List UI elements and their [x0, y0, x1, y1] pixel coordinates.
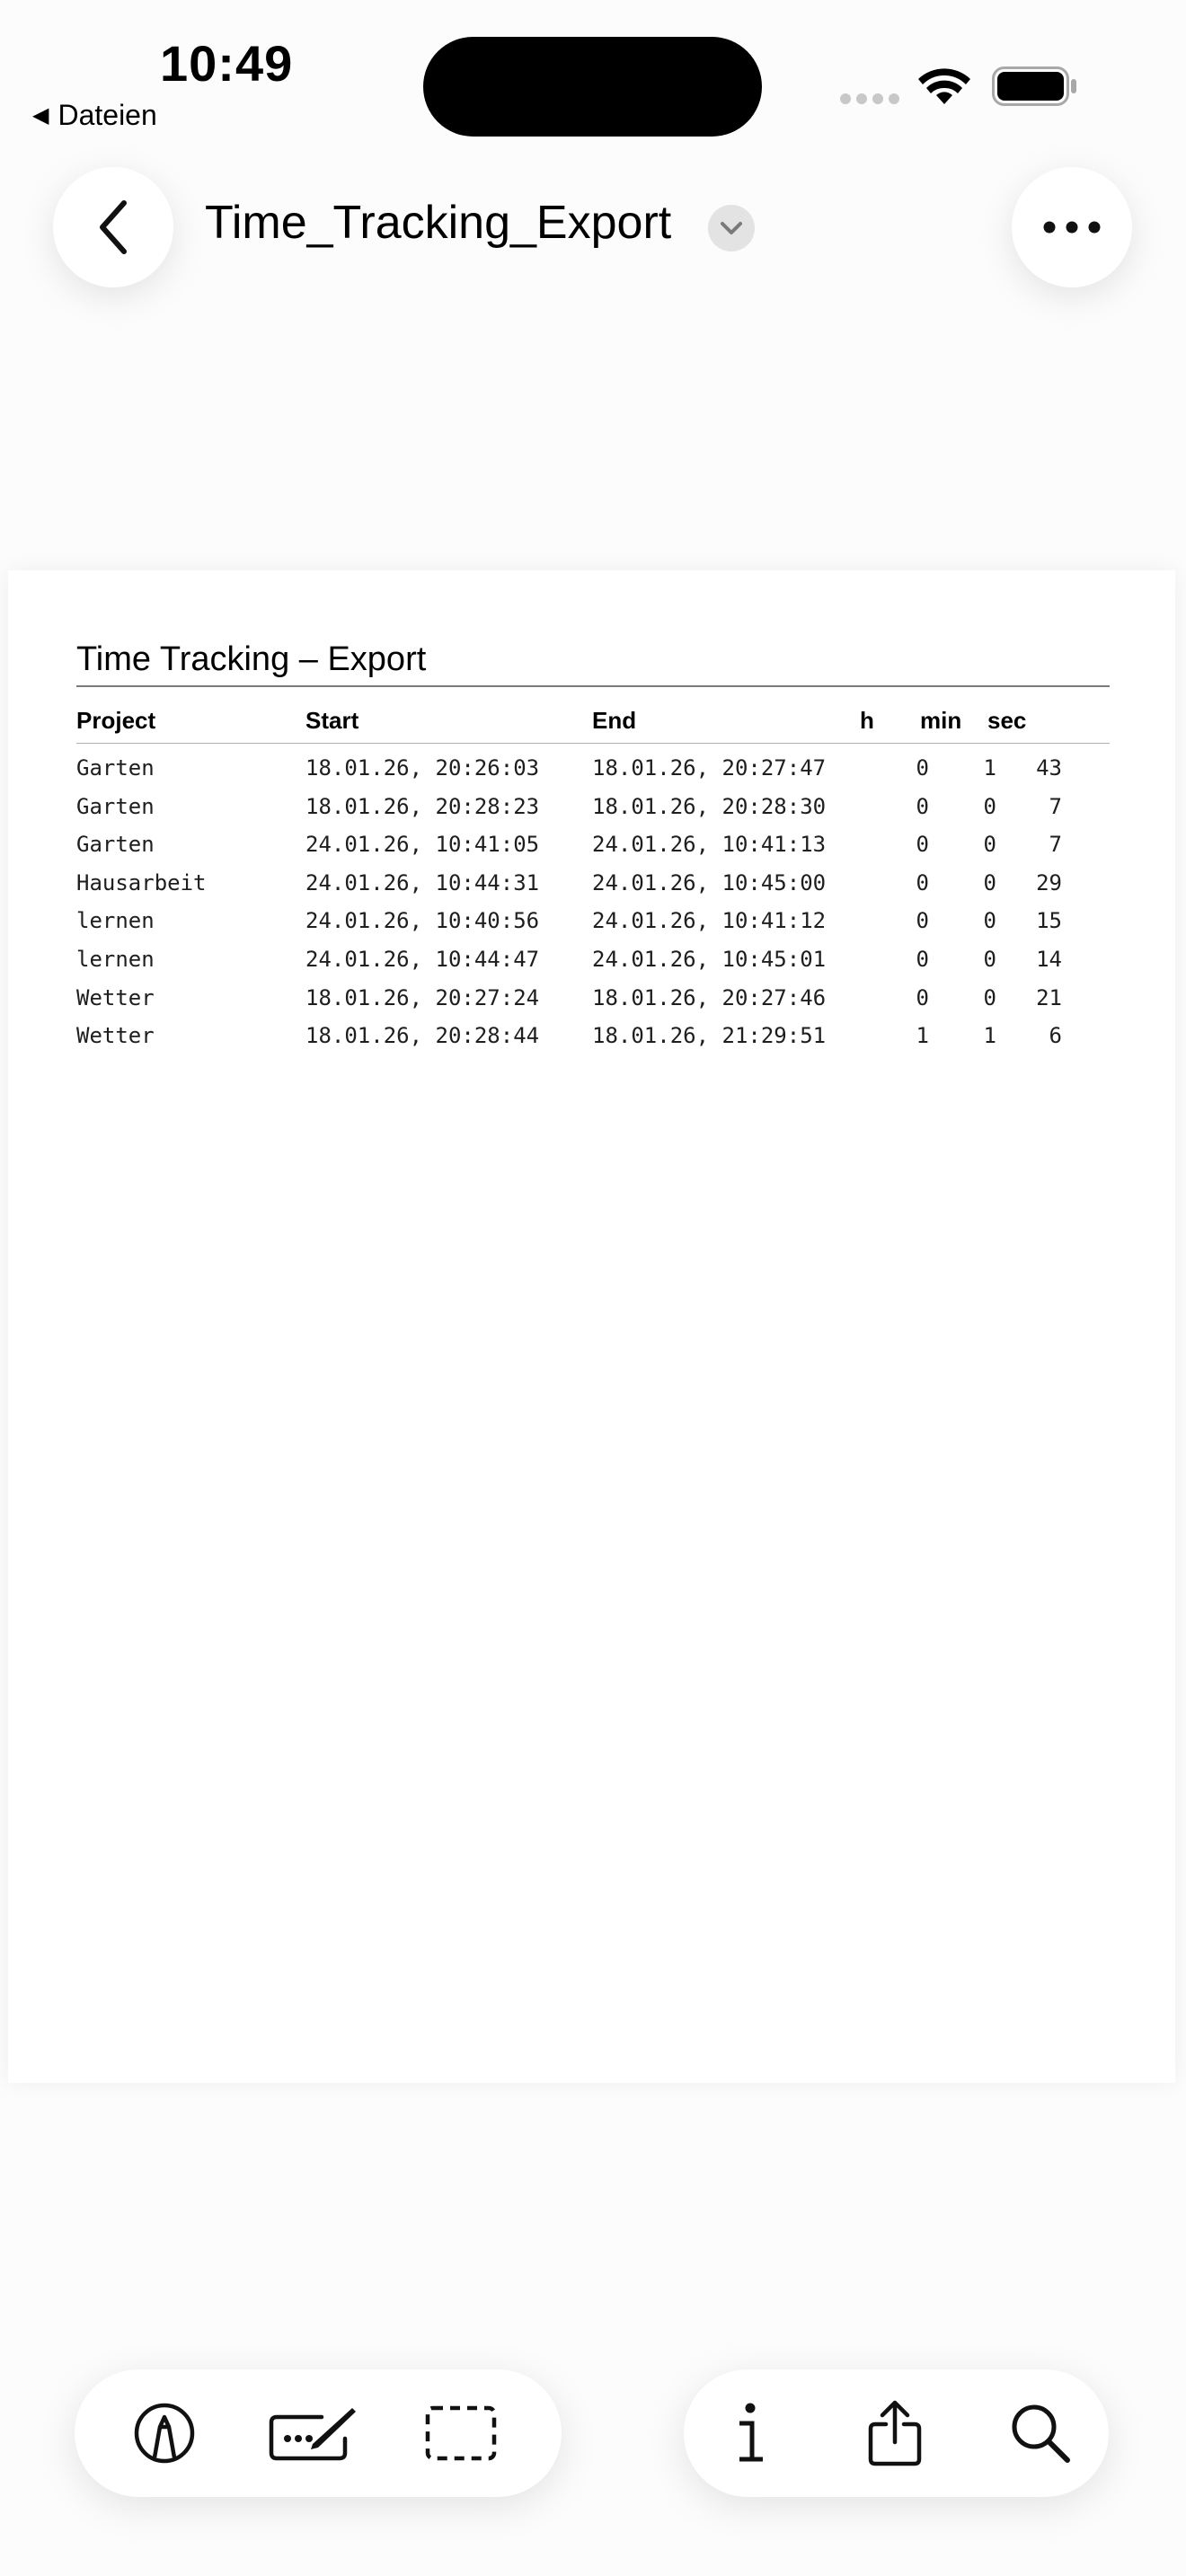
- markup-toolbar: [75, 2369, 562, 2497]
- info-button[interactable]: [696, 2369, 804, 2497]
- chevron-down-icon: [720, 221, 743, 235]
- column-header-end: End: [592, 707, 637, 734]
- cell-min: 0: [983, 869, 996, 895]
- cell-sec: 43: [1036, 755, 1062, 781]
- cell-h: 0: [916, 869, 929, 895]
- share-button[interactable]: [841, 2369, 949, 2497]
- cell-min: 1: [983, 1023, 996, 1049]
- document-page[interactable]: [8, 570, 1175, 2083]
- chevron-left-icon: [95, 199, 131, 255]
- cell-project: lernen: [76, 947, 155, 972]
- heading-divider: [76, 685, 1110, 687]
- share-icon: [866, 2399, 924, 2467]
- cell-end: 18.01.26, 20:27:47: [592, 755, 827, 781]
- cell-project: Garten: [76, 793, 155, 819]
- status-time: 10:49: [160, 35, 294, 92]
- search-icon: [1009, 2402, 1072, 2465]
- cell-end: 18.01.26, 20:28:30: [592, 793, 827, 819]
- search-button[interactable]: [987, 2369, 1094, 2497]
- doc-heading: Time Tracking – Export: [76, 640, 427, 678]
- cell-h: 0: [916, 984, 929, 1010]
- cell-start: 24.01.26, 10:41:05: [305, 832, 540, 858]
- cell-project: lernen: [76, 908, 155, 934]
- cell-project: Wetter: [76, 1023, 155, 1049]
- cell-end: 18.01.26, 21:29:51: [592, 1023, 827, 1049]
- cell-h: 0: [916, 908, 929, 934]
- header-divider: [76, 743, 1110, 744]
- back-to-app-button[interactable]: [32, 99, 157, 132]
- info-icon: [732, 2402, 768, 2465]
- selection-button[interactable]: [407, 2369, 515, 2497]
- markup-pen-icon: [133, 2402, 196, 2465]
- cell-project: Garten: [76, 832, 155, 858]
- table-row: [8, 985, 1175, 1024]
- cell-project: Hausarbeit: [76, 869, 207, 895]
- title-menu-button[interactable]: [708, 205, 755, 251]
- column-header-start: Start: [305, 707, 359, 734]
- table-row: [8, 908, 1175, 947]
- cell-start: 24.01.26, 10:40:56: [305, 908, 540, 934]
- cell-h: 0: [916, 755, 929, 781]
- document-title[interactable]: Time_Tracking_Export: [205, 197, 672, 249]
- column-header-project: Project: [76, 707, 156, 734]
- cell-min: 0: [983, 984, 996, 1010]
- dynamic-island: [423, 37, 762, 137]
- cell-project: Garten: [76, 755, 155, 781]
- table-row: [8, 832, 1175, 870]
- triangle-left-icon: ◀: [32, 103, 49, 128]
- cell-start: 18.01.26, 20:28:23: [305, 793, 540, 819]
- cell-h: 0: [916, 947, 929, 972]
- cell-project: Wetter: [76, 984, 155, 1010]
- cell-start: 24.01.26, 10:44:47: [305, 947, 540, 972]
- cell-sec: 14: [1036, 947, 1062, 972]
- table-row: [8, 794, 1175, 833]
- back-button[interactable]: [53, 167, 173, 287]
- cell-end: 24.01.26, 10:45:01: [592, 947, 827, 972]
- cell-end: 18.01.26, 20:27:46: [592, 984, 827, 1010]
- table-row: [8, 947, 1175, 985]
- cell-min: 1: [983, 755, 996, 781]
- cell-sec: 6: [1049, 1023, 1062, 1049]
- table-row: [8, 870, 1175, 909]
- back-to-app-label: Dateien: [58, 99, 157, 131]
- cell-end: 24.01.26, 10:41:12: [592, 908, 827, 934]
- markup-button[interactable]: [111, 2369, 218, 2497]
- cell-sec: 7: [1049, 832, 1062, 858]
- cell-start: 18.01.26, 20:27:24: [305, 984, 540, 1010]
- cell-min: 0: [983, 908, 996, 934]
- more-button[interactable]: [1012, 167, 1132, 287]
- cell-sec: 29: [1036, 869, 1062, 895]
- cell-end: 24.01.26, 10:45:00: [592, 869, 827, 895]
- table-row: [8, 1023, 1175, 1062]
- ellipsis-icon: [1043, 221, 1101, 234]
- cell-h: 0: [916, 793, 929, 819]
- cellular-signal-icon: [840, 93, 899, 104]
- cell-min: 0: [983, 947, 996, 972]
- cell-h: 0: [916, 832, 929, 858]
- column-header-sec: sec: [987, 707, 1027, 734]
- selection-rectangle-icon: [425, 2405, 497, 2461]
- cell-min: 0: [983, 793, 996, 819]
- cell-start: 24.01.26, 10:44:31: [305, 869, 540, 895]
- battery-icon: [992, 66, 1078, 106]
- cell-sec: 7: [1049, 793, 1062, 819]
- column-header-h: h: [860, 707, 874, 734]
- document-toolbar: [684, 2369, 1109, 2497]
- wifi-icon: [916, 65, 972, 106]
- cell-sec: 15: [1036, 908, 1062, 934]
- column-header-min: min: [920, 707, 962, 734]
- cell-start: 18.01.26, 20:26:03: [305, 755, 540, 781]
- signature-button[interactable]: [259, 2369, 367, 2497]
- signature-icon: [268, 2404, 358, 2462]
- cell-end: 24.01.26, 10:41:13: [592, 832, 827, 858]
- table-row: [8, 755, 1175, 794]
- cell-start: 18.01.26, 20:28:44: [305, 1023, 540, 1049]
- cell-h: 1: [916, 1023, 929, 1049]
- cell-sec: 21: [1036, 984, 1062, 1010]
- cell-min: 0: [983, 832, 996, 858]
